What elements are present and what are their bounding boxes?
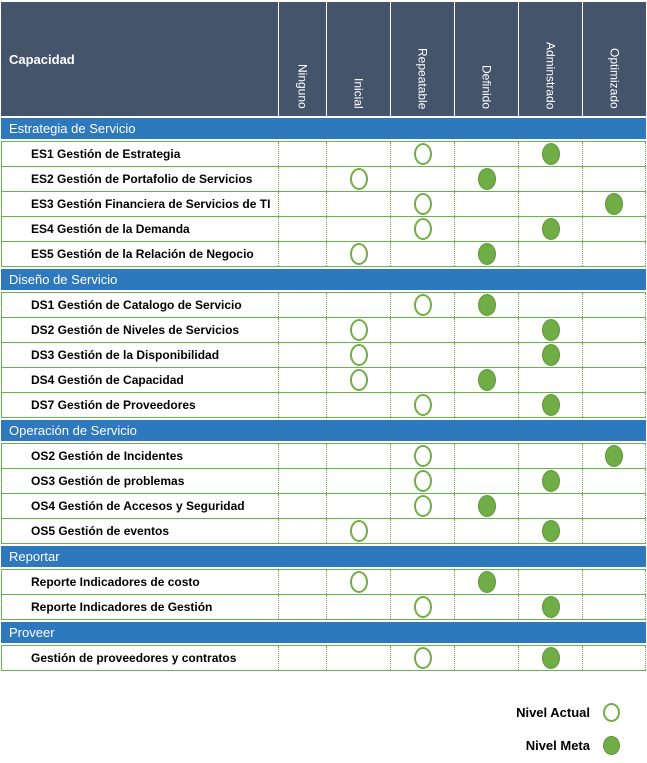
level-cell bbox=[326, 570, 390, 594]
level-header-cell bbox=[518, 2, 582, 116]
level-cell bbox=[278, 393, 326, 417]
level-header-label: Adminstrado bbox=[543, 41, 558, 109]
section-title: Operación de Servicio bbox=[9, 423, 137, 438]
capability-row bbox=[2, 217, 646, 242]
level-cell bbox=[582, 142, 646, 166]
level-cell bbox=[518, 142, 582, 166]
meta-level-circle bbox=[542, 647, 560, 669]
meta-level-circle bbox=[478, 571, 496, 593]
actual-level-circle bbox=[350, 520, 368, 542]
capability-label: DS3 Gestión de la Disponibilidad bbox=[31, 348, 220, 362]
level-cell bbox=[454, 469, 518, 493]
level-cell bbox=[518, 519, 582, 543]
capability-row bbox=[2, 318, 646, 343]
legend-actual-label: Nivel Actual bbox=[516, 705, 590, 720]
meta-level-circle bbox=[542, 394, 560, 416]
capability-label: ES1 Gestión de Estrategia bbox=[31, 147, 181, 161]
level-cell bbox=[582, 519, 646, 543]
level-cell bbox=[390, 393, 454, 417]
level-cell bbox=[278, 519, 326, 543]
section-rows bbox=[1, 141, 646, 267]
capability-label-cell bbox=[2, 217, 278, 241]
level-cell bbox=[326, 444, 390, 468]
section-title: Estrategia de Servicio bbox=[9, 121, 136, 136]
level-cell bbox=[278, 595, 326, 619]
level-cell bbox=[278, 646, 326, 670]
level-cell bbox=[390, 368, 454, 392]
capability-row bbox=[2, 192, 646, 217]
level-header-label: Ninguno bbox=[295, 64, 310, 109]
capability-label-cell bbox=[2, 192, 278, 216]
section-title: Proveer bbox=[9, 625, 55, 640]
capability-label: ES5 Gestión de la Relación de Negocio bbox=[31, 247, 254, 261]
level-cell bbox=[454, 167, 518, 191]
level-cell bbox=[518, 167, 582, 191]
actual-level-circle bbox=[350, 243, 368, 265]
level-cell bbox=[390, 192, 454, 216]
level-cell bbox=[454, 192, 518, 216]
capability-label-cell bbox=[2, 368, 278, 392]
level-cell bbox=[278, 444, 326, 468]
capability-label: OS2 Gestión de Incidentes bbox=[31, 449, 184, 463]
capability-label-cell bbox=[2, 142, 278, 166]
level-cell bbox=[326, 217, 390, 241]
capability-label: ES4 Gestión de la Demanda bbox=[31, 222, 190, 236]
capability-label: OS4 Gestión de Accesos y Seguridad bbox=[31, 499, 245, 513]
capability-label: OS5 Gestión de eventos bbox=[31, 524, 170, 538]
section-rows bbox=[1, 443, 646, 544]
level-header-cell bbox=[278, 2, 326, 116]
section-rows bbox=[1, 292, 646, 418]
actual-level-circle bbox=[414, 143, 432, 165]
level-cell bbox=[326, 242, 390, 266]
level-cell bbox=[582, 293, 646, 317]
level-cell bbox=[582, 167, 646, 191]
section-header-bar bbox=[1, 269, 646, 290]
level-cell bbox=[582, 444, 646, 468]
matrix-body bbox=[1, 118, 646, 671]
matrix-header-row bbox=[1, 2, 646, 116]
level-cell bbox=[278, 293, 326, 317]
section-rows bbox=[1, 645, 646, 671]
level-cell bbox=[390, 167, 454, 191]
level-cell bbox=[582, 469, 646, 493]
level-cell bbox=[390, 217, 454, 241]
section-rows bbox=[1, 569, 646, 620]
capability-label: ES2 Gestión de Portafolio de Servicios bbox=[31, 172, 253, 186]
level-cell bbox=[278, 318, 326, 342]
level-cell bbox=[390, 494, 454, 518]
capability-label-cell bbox=[2, 318, 278, 342]
level-cell bbox=[518, 368, 582, 392]
capability-row bbox=[2, 570, 646, 595]
level-cell bbox=[390, 293, 454, 317]
meta-level-circle bbox=[605, 445, 623, 467]
capability-label: Gestión de proveedores y contratos bbox=[31, 651, 237, 665]
level-cell bbox=[582, 595, 646, 619]
level-cell bbox=[454, 393, 518, 417]
actual-level-circle bbox=[414, 394, 432, 416]
level-cell bbox=[454, 217, 518, 241]
level-cell bbox=[390, 595, 454, 619]
actual-level-circle bbox=[414, 193, 432, 215]
level-cell bbox=[454, 595, 518, 619]
level-cell bbox=[582, 570, 646, 594]
level-cell bbox=[518, 595, 582, 619]
section-title: Diseño de Servicio bbox=[9, 272, 118, 287]
level-cell bbox=[454, 646, 518, 670]
actual-level-circle bbox=[350, 571, 368, 593]
level-cell bbox=[582, 494, 646, 518]
level-cell bbox=[518, 570, 582, 594]
level-cell bbox=[326, 393, 390, 417]
level-header-label: Inicial bbox=[351, 78, 366, 109]
section-title: Reportar bbox=[9, 549, 60, 564]
capability-row bbox=[2, 393, 646, 418]
level-cell bbox=[390, 242, 454, 266]
meta-level-circle bbox=[542, 218, 560, 240]
capability-row bbox=[2, 167, 646, 192]
capability-label: DS7 Gestión de Proveedores bbox=[31, 398, 196, 412]
capability-label-cell bbox=[2, 444, 278, 468]
level-cell bbox=[390, 318, 454, 342]
level-cell bbox=[390, 343, 454, 367]
level-header-label: Definido bbox=[479, 64, 494, 109]
level-header-cell bbox=[582, 2, 646, 116]
actual-level-circle bbox=[414, 445, 432, 467]
level-cell bbox=[326, 192, 390, 216]
actual-level-circle bbox=[603, 703, 620, 722]
actual-level-circle bbox=[414, 596, 432, 618]
capability-label-cell bbox=[2, 242, 278, 266]
capability-label: DS4 Gestión de Capacidad bbox=[31, 373, 184, 387]
level-cell bbox=[326, 595, 390, 619]
meta-level-circle bbox=[478, 369, 496, 391]
level-cell bbox=[518, 192, 582, 216]
section-header-bar bbox=[1, 622, 646, 643]
level-cell bbox=[278, 192, 326, 216]
level-cell bbox=[278, 343, 326, 367]
level-cell bbox=[326, 494, 390, 518]
actual-level-circle bbox=[414, 470, 432, 492]
meta-level-circle bbox=[478, 243, 496, 265]
actual-level-circle bbox=[350, 319, 368, 341]
capability-label-cell bbox=[2, 646, 278, 670]
level-cell bbox=[582, 192, 646, 216]
actual-level-circle bbox=[350, 344, 368, 366]
level-cell bbox=[454, 570, 518, 594]
actual-level-circle bbox=[414, 495, 432, 517]
level-header-label: Optimizado bbox=[607, 48, 622, 109]
level-cell bbox=[390, 469, 454, 493]
level-cell bbox=[518, 393, 582, 417]
level-cell bbox=[326, 142, 390, 166]
level-cell bbox=[326, 343, 390, 367]
capability-label-cell bbox=[2, 519, 278, 543]
capability-row bbox=[2, 646, 646, 671]
level-cell bbox=[390, 570, 454, 594]
capability-label-cell bbox=[2, 494, 278, 518]
level-header-cell bbox=[454, 2, 518, 116]
level-cell bbox=[518, 343, 582, 367]
level-cell bbox=[390, 142, 454, 166]
level-cell bbox=[454, 343, 518, 367]
capability-row bbox=[2, 293, 646, 318]
level-header-cell bbox=[390, 2, 454, 116]
capacity-header-cell bbox=[1, 2, 278, 116]
meta-level-circle bbox=[603, 736, 620, 755]
capability-row bbox=[2, 343, 646, 368]
level-cell bbox=[518, 293, 582, 317]
level-cell bbox=[582, 217, 646, 241]
meta-level-circle bbox=[478, 294, 496, 316]
level-cell bbox=[582, 393, 646, 417]
capability-label: DS1 Gestión de Catalogo de Servicio bbox=[31, 298, 242, 312]
section-header-bar bbox=[1, 420, 646, 441]
level-cell bbox=[278, 494, 326, 518]
level-cell bbox=[390, 646, 454, 670]
level-cell bbox=[326, 318, 390, 342]
capability-row bbox=[2, 494, 646, 519]
level-cell bbox=[582, 343, 646, 367]
level-cell bbox=[326, 646, 390, 670]
level-cell bbox=[278, 167, 326, 191]
level-cell bbox=[390, 444, 454, 468]
meta-level-circle bbox=[478, 168, 496, 190]
capability-label-cell bbox=[2, 570, 278, 594]
legend-meta-row bbox=[526, 736, 620, 755]
capability-label: DS2 Gestión de Niveles de Servicios bbox=[31, 323, 240, 337]
capability-row bbox=[2, 519, 646, 544]
actual-level-circle bbox=[414, 647, 432, 669]
capability-label-cell bbox=[2, 343, 278, 367]
legend-actual-row bbox=[516, 703, 620, 722]
meta-level-circle bbox=[542, 344, 560, 366]
level-cell bbox=[278, 570, 326, 594]
capability-row bbox=[2, 469, 646, 494]
level-cell bbox=[454, 293, 518, 317]
level-cell bbox=[518, 318, 582, 342]
legend bbox=[516, 703, 620, 755]
capability-row bbox=[2, 242, 646, 267]
level-header-label: Repeatable bbox=[415, 47, 430, 109]
capability-label: OS3 Gestión de problemas bbox=[31, 474, 185, 488]
capability-label: Reporte Indicadores de Gestión bbox=[31, 600, 213, 614]
level-cell bbox=[454, 444, 518, 468]
section-header-bar bbox=[1, 546, 646, 567]
level-cell bbox=[582, 318, 646, 342]
legend-meta-label: Nivel Meta bbox=[525, 738, 590, 753]
meta-level-circle bbox=[542, 319, 560, 341]
capability-row bbox=[2, 142, 646, 167]
level-cell bbox=[582, 242, 646, 266]
level-cell bbox=[454, 494, 518, 518]
level-cell bbox=[518, 494, 582, 518]
meta-level-circle bbox=[542, 596, 560, 618]
meta-level-circle bbox=[478, 495, 496, 517]
level-cell bbox=[518, 646, 582, 670]
level-cell bbox=[278, 368, 326, 392]
level-cell bbox=[326, 368, 390, 392]
meta-level-circle bbox=[542, 520, 560, 542]
meta-level-circle bbox=[605, 193, 623, 215]
capacity-header-label: Capacidad bbox=[9, 51, 75, 67]
capability-label: Reporte Indicadores de costo bbox=[31, 575, 200, 589]
level-cell bbox=[326, 519, 390, 543]
meta-level-circle bbox=[542, 143, 560, 165]
level-cell bbox=[454, 368, 518, 392]
level-cell bbox=[518, 469, 582, 493]
capability-row bbox=[2, 368, 646, 393]
level-cell bbox=[518, 217, 582, 241]
level-cell bbox=[278, 142, 326, 166]
actual-level-circle bbox=[350, 369, 368, 391]
level-cell bbox=[454, 242, 518, 266]
level-cell bbox=[278, 469, 326, 493]
capability-label-cell bbox=[2, 469, 278, 493]
level-cell bbox=[278, 242, 326, 266]
level-cell bbox=[326, 167, 390, 191]
actual-level-circle bbox=[414, 294, 432, 316]
capability-label-cell bbox=[2, 167, 278, 191]
level-cell bbox=[278, 217, 326, 241]
capability-label-cell bbox=[2, 393, 278, 417]
level-cell bbox=[518, 444, 582, 468]
capability-label: ES3 Gestión Financiera de Servicios de TI bbox=[31, 197, 271, 211]
actual-level-circle bbox=[414, 218, 432, 240]
level-cell bbox=[454, 318, 518, 342]
section-header-bar bbox=[1, 118, 646, 139]
meta-level-circle bbox=[542, 470, 560, 492]
capability-row bbox=[2, 595, 646, 620]
level-cell bbox=[454, 519, 518, 543]
capability-label-cell bbox=[2, 293, 278, 317]
capability-label-cell bbox=[2, 595, 278, 619]
level-cell bbox=[390, 519, 454, 543]
level-cell bbox=[582, 368, 646, 392]
level-header-cell bbox=[326, 2, 390, 116]
actual-level-circle bbox=[350, 168, 368, 190]
level-cell bbox=[326, 469, 390, 493]
level-cell bbox=[582, 646, 646, 670]
maturity-table bbox=[1, 2, 646, 671]
level-cell bbox=[454, 142, 518, 166]
level-cell bbox=[326, 293, 390, 317]
level-cell bbox=[518, 242, 582, 266]
capability-row bbox=[2, 444, 646, 469]
